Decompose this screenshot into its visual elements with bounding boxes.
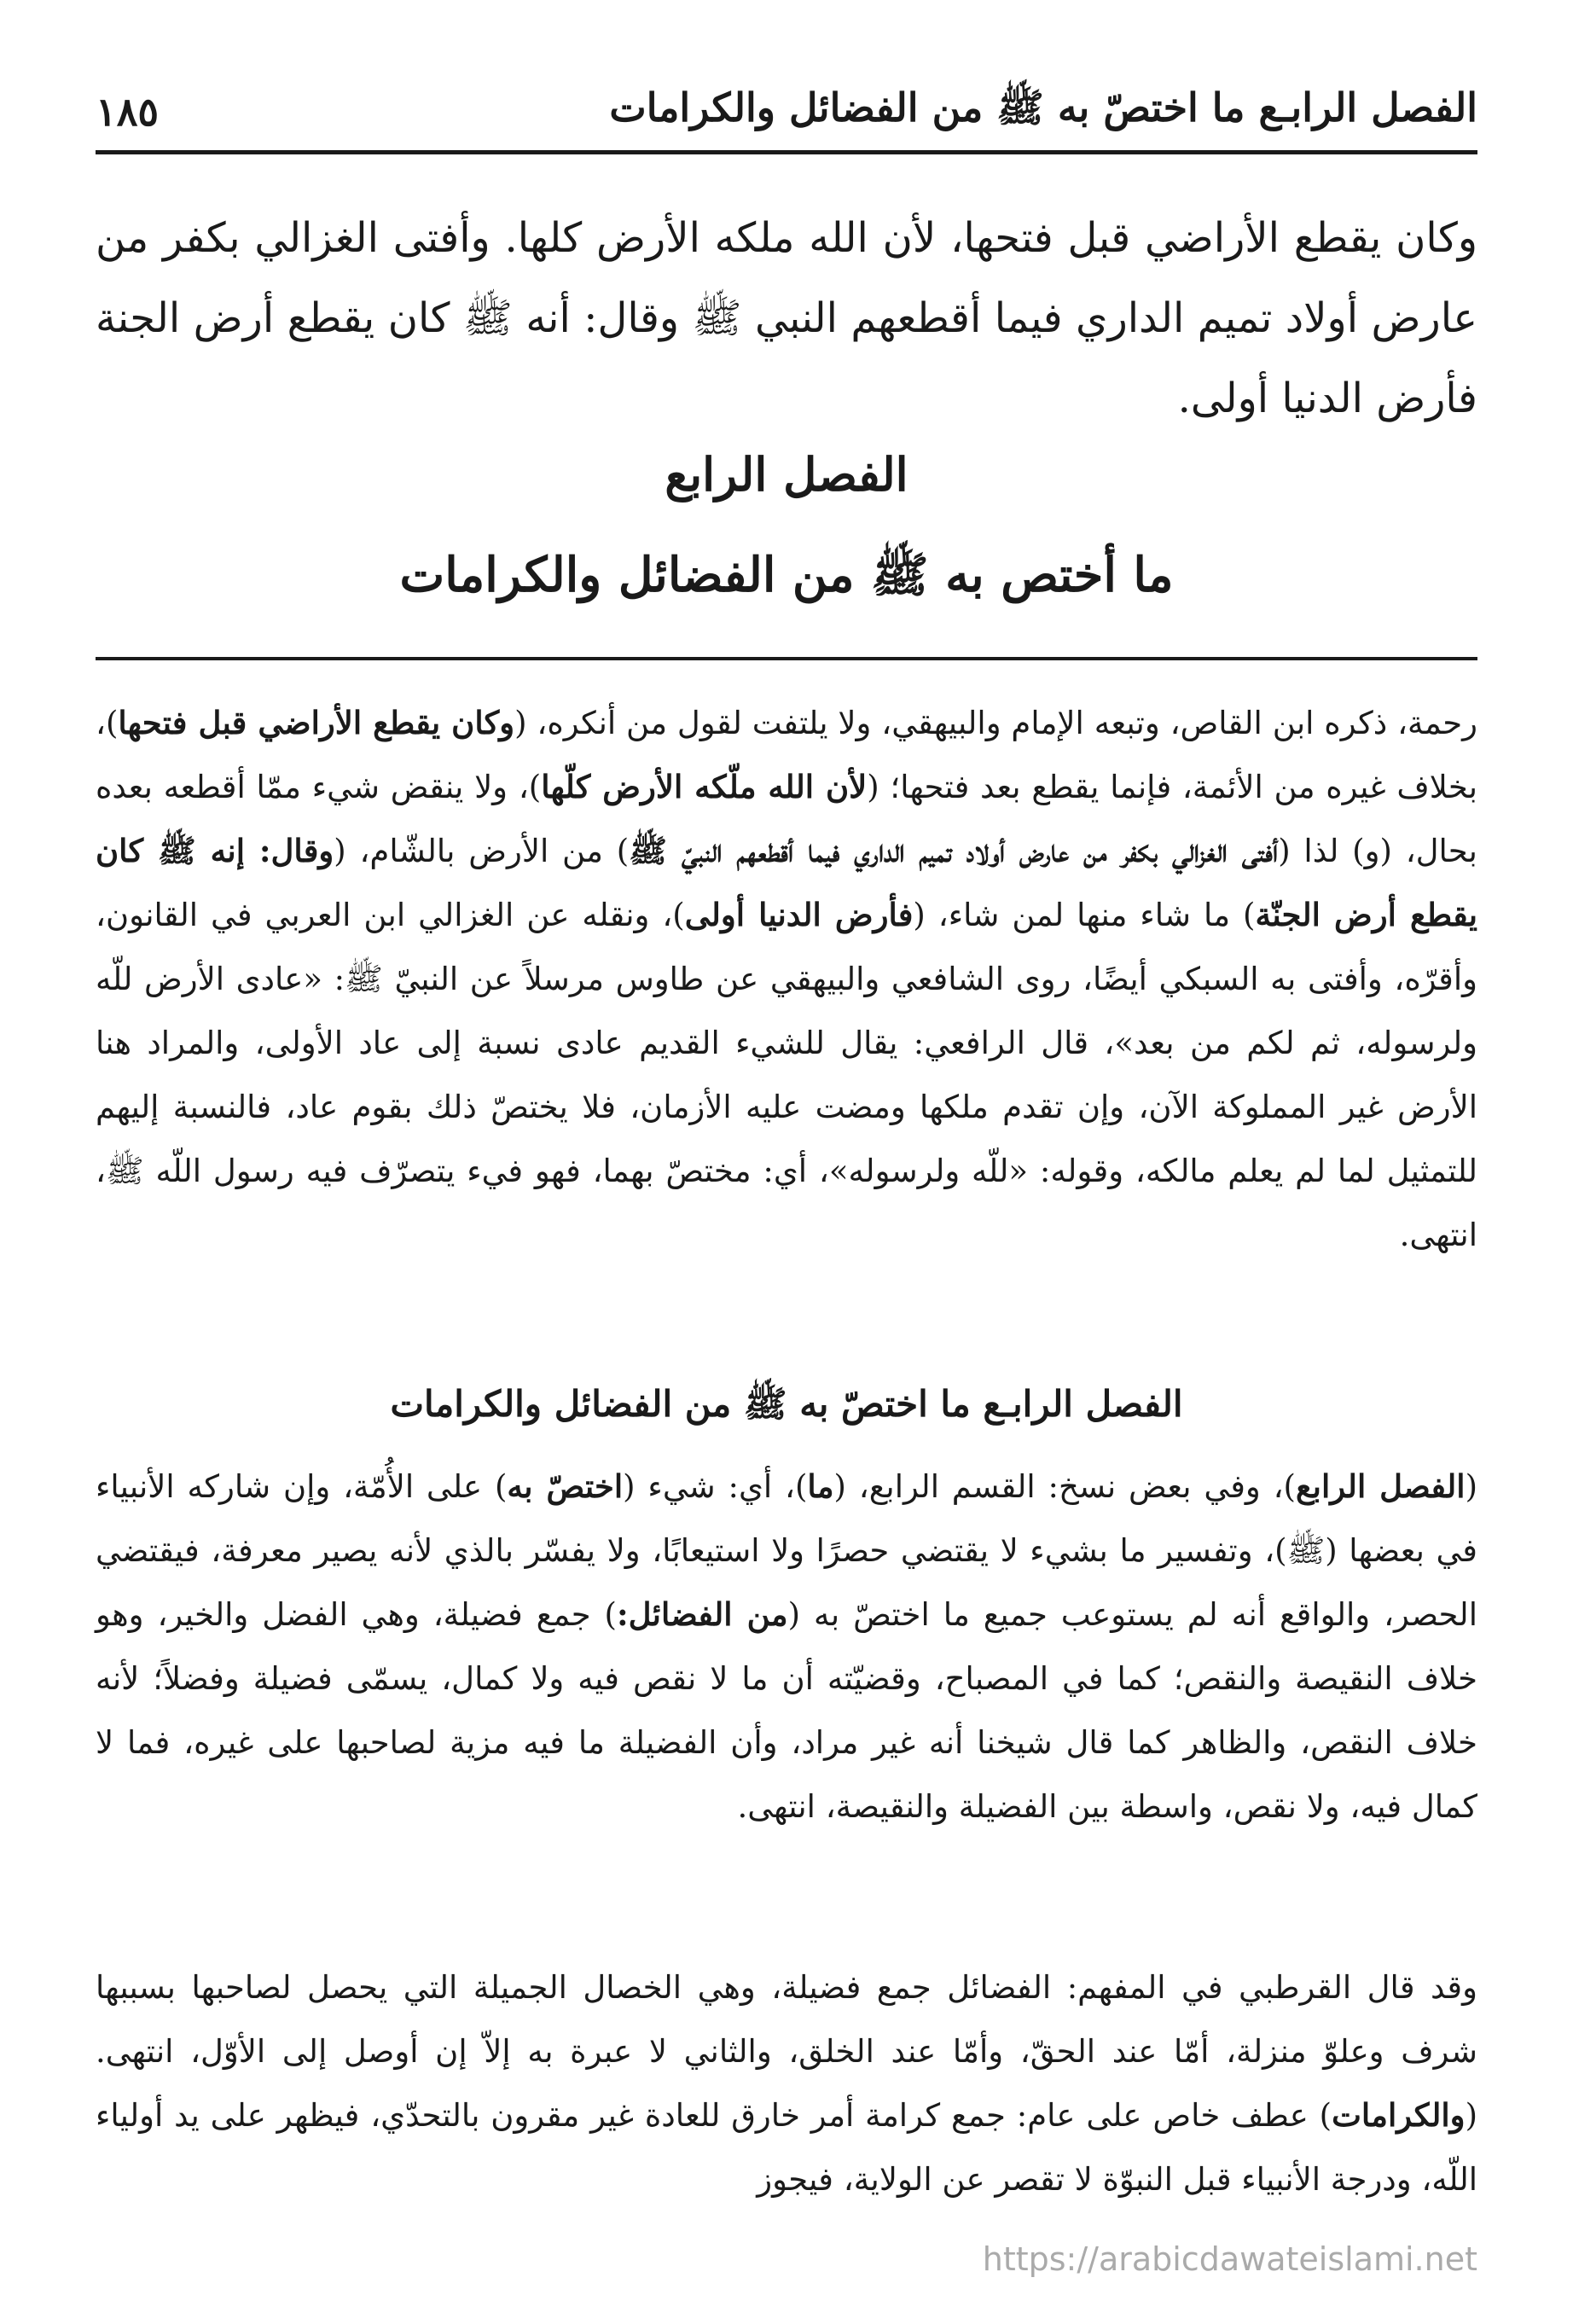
text-run: ) جمع فضيلة، وهي الفضل والخير، وهو خلاف النقيصة والنقص؛ كما في المصباح، وقضيّته أن ما لا نقص فيه ولا كمال، يسمّى فضيلة وفضلاً؛ لأنه خلاف النقص، والظاهر كما قال شيخنا أنه غير مراد، وأن الفضيلة ما فيه مزية لصاحبها على غيره، فما لا كمال فيه، ولا نقص، واسطة بين الفضيلة والنقيصة، انتهى.	[96, 1596, 1477, 1825]
header-rule	[96, 150, 1477, 154]
text-run: )، ونقله عن الغزالي ابن العربي في القانون، وأقرّه، وأفتى به السبكي أيضًا، روى الشافعي والبيهقي عن طاوس مرسلاً عن النبيّ ﷺ: «عادى الأرض للّه ولرسوله، ثم لكم من بعد»، قال الرافعي: يقال للشيء القديم عادى نسبة إلى عاد الأولى، والمراد هنا الأرض غير المملوكة الآن، وإن تقدم ملكها ومضت عليه الأزمان، فلا يختصّ ذلك بقوم عاد، فالنسبة إليهم للتمثيل لما لم يعلم مالكه، وقوله: «للّه ولرسوله»، أي: مختصّ بهما، فهو فيء يتصرّف فيه رسول اللّه ﷺ، انتهى.	[96, 897, 1477, 1253]
text-run: ) عطف خاص على عام: جمع كرامة أمر خارق للعادة غير مقرون بالتحدّي، فيظهر على يد أولياء اللّه، ودرجة الأنبياء قبل النبوّة لا تقصر عن الولاية، فيجوز	[96, 2097, 1477, 2198]
matn-quote: وكان يقطع الأراضي قبل فتحها	[118, 704, 515, 741]
text-run: )، وفي بعض نسخ: القسم الرابع، (	[833, 1468, 1296, 1505]
text-run: )، ولا ينقض شيء ممّا أقطعه بعده بحال، (و) لذا (	[96, 769, 1477, 869]
matn-quote: والكرامات	[1332, 2096, 1466, 2134]
matn-quote: أفتى الغزالي بكفر من عارض أولاد تميم الداري فيما أقطعهم النبيّ ﷺ	[629, 832, 1279, 869]
matn-quote: ما	[807, 1467, 834, 1505]
sharh-paragraph-1	[96, 691, 1477, 1267]
matn-quote: لأن الله ملّكه الأرض كلّها	[541, 768, 868, 805]
page-number: ١٨٥	[96, 89, 160, 135]
text-run: وقد قال القرطبي في المفهم: الفضائل جمع فضيلة، وهي الخصال الجميلة التي يحصل لصاحبها بسببها شرف وعلوّ منزلة، أمّا عند الحقّ، وأمّا عند الخلق، والثاني لا عبرة به إلاّ إن أوصل إلى الأوّل، انتهى. (	[96, 1969, 1477, 2134]
text-run: ) من الأرض بالشّام، (	[334, 833, 630, 869]
chapter-label: الفصل الرابع	[665, 447, 908, 502]
sub-heading: الفصل الرابـع ما اختصّ به ﷺ من الفضائل والكرامات	[390, 1383, 1183, 1425]
sharh-paragraph-2	[96, 1455, 1477, 1839]
watermark-url: https://arabicdawateislami.net	[982, 2240, 1477, 2278]
text-run: رحمة، ذكره ابن القاص، وتبعه الإمام والبيهقي، ولا يلتفت لقول من أنكره، (	[514, 705, 1477, 741]
matn-quote: الفصل الرابع	[1295, 1467, 1466, 1505]
running-title: الفصل الرابـع ما اختصّ به ﷺ من الفضائل والكرامات	[609, 84, 1477, 131]
matn-quote: وقال: إنه ﷺ كان يقطع أرض الجنّة	[96, 832, 1478, 933]
text-run: )، أي: شيء (	[623, 1468, 808, 1505]
matn-quote: اختصّ به	[507, 1467, 624, 1505]
text-run: (	[1465, 1468, 1477, 1505]
matn-text: وكان يقطع الأراضي قبل فتحها، لأن الله ملكه الأرض كلها. وأفتى الغزالي بكفر من عارض أولاد تميم الداري فيما أقطعهم النبي ﷺ وقال: أنه ﷺ كان يقطع أرض الجنة فأرض الدنيا أولى.	[96, 214, 1478, 422]
page-header	[96, 82, 1477, 142]
text-run: ) على الأُمّة، وإن شاركه الأنبياء في بعضها (ﷺ)، وتفسير ما بشيء لا يقتضي حصرًا ولا استيعابًا، ولا يفسّر بالذي لأنه يصير معرفة، فيقتضي الحصر، والواقع أنه لم يستوعب جميع ما اختصّ به (	[96, 1468, 1477, 1633]
sharh-paragraph-3	[96, 1955, 1477, 2211]
text-run: ) ما شاء منها لمن شاء، (	[913, 897, 1256, 933]
chapter-title: ما أختص به ﷺ من الفضائل والكرامات	[399, 547, 1174, 603]
matn-quote: من الفضائل:	[616, 1595, 788, 1633]
matn-quote: فأرض الدنيا أولى	[684, 896, 914, 933]
section-rule	[96, 657, 1477, 660]
text-run: )، بخلاف غيره من الأئمة، فإنما يقطع بعد فتحها؛ (	[96, 705, 1477, 805]
